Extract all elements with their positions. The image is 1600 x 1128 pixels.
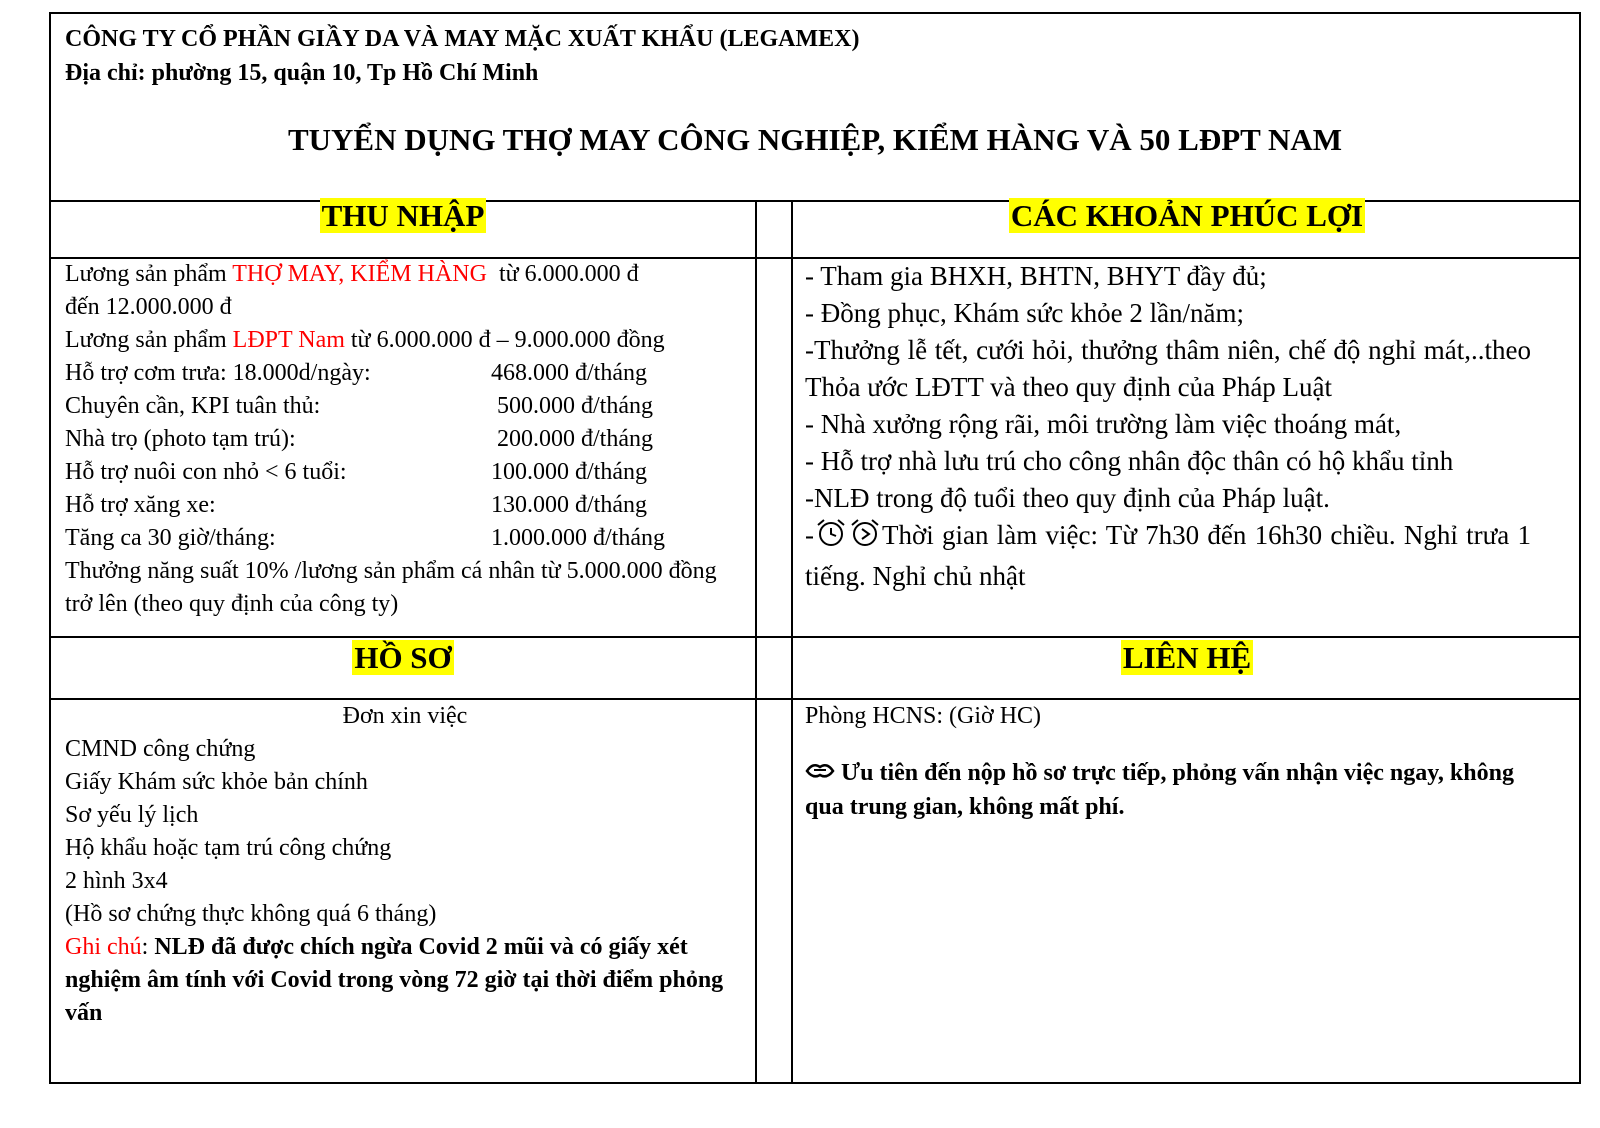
benefit-list — [805, 258, 1531, 517]
benefit-item: - Tham gia BHXH, BHTN, BHYT đầy đủ; — [805, 261, 1267, 291]
document-item: Giấy Khám sức khỏe bản chính — [65, 769, 368, 795]
document-item: CMND công chứng — [65, 736, 256, 762]
benefit-item: -NLĐ trong độ tuổi theo quy định của Pháp luật. — [805, 483, 1330, 513]
allowance-value: 500.000 đ/tháng — [491, 393, 653, 419]
allowance-row — [65, 357, 745, 390]
company-info — [65, 22, 859, 90]
company-address: Địa chỉ: phường 15, quận 10, Tp Hồ Chí Minh — [65, 60, 539, 86]
income-heading-label: THU NHẬP — [321, 198, 485, 233]
allowance-row — [65, 522, 745, 555]
benefit-item: -Thưởng lễ tết, cưới hỏi, thưởng thâm niên, chế độ nghỉ mát,..theo Thỏa ước LĐTT và theo quy định của Pháp Luật — [805, 335, 1531, 402]
allowance-label: Tăng ca 30 giờ/tháng: — [65, 525, 276, 551]
income-content — [65, 258, 745, 621]
benefit-item: - Đồng phục, Khám sức khỏe 2 lần/năm; — [805, 298, 1245, 328]
contact-heading — [793, 640, 1581, 676]
allowance-value: 130.000 đ/tháng — [491, 492, 647, 518]
contact-content — [805, 700, 1535, 824]
company-name: CÔNG TY CỔ PHẦN GIẦY DA VÀ MAY MẶC XUẤT KHẨU (LEGAMEX) — [65, 26, 860, 52]
documents-heading — [51, 640, 755, 676]
contact-heading-label: LIÊN HỆ — [1122, 640, 1252, 675]
allowance-label: Hỗ trợ cơm trưa: 18.000d/ngày: — [65, 360, 371, 386]
allowance-value: 1.000.000 đ/tháng — [491, 525, 665, 551]
income-heading — [51, 198, 755, 234]
document-item: Sơ yếu lý lịch — [65, 802, 199, 828]
allowance-label: Nhà trọ (photo tạm trú): — [65, 426, 296, 452]
allowance-row — [65, 423, 745, 456]
column-divider-left — [755, 200, 757, 1082]
document-item: Hộ khẩu hoặc tạm trú công chứng — [65, 835, 392, 861]
benefits-content — [805, 258, 1531, 595]
application-letter: Đơn xin việc — [342, 703, 468, 729]
allowance-list — [65, 357, 745, 555]
allowance-label: Chuyên cần, KPI tuân thủ: — [65, 393, 321, 419]
row-divider — [51, 636, 1579, 638]
benefits-heading-label: CÁC KHOẢN PHÚC LỢI — [1010, 198, 1364, 233]
allowance-row — [65, 390, 745, 423]
hr-office: Phòng HCNS: (Giờ HC) — [805, 703, 1042, 729]
benefit-item: - Nhà xưởng rộng rãi, môi trường làm việc thoáng mát, — [805, 409, 1402, 439]
allowance-value: 468.000 đ/tháng — [491, 360, 647, 386]
income-line-2: Lương sản phẩm LĐPT Nam từ 6.000.000 đ – 9.000.000 đồng — [65, 327, 665, 353]
alarm-clock-icon — [814, 518, 848, 558]
covid-note: Ghi chú: NLĐ đã được chích ngừa Covid 2 mũi và có giấy xét nghiệm âm tính với Covid trong vòng 72 giờ tại thời điểm phỏng vấn — [65, 934, 724, 1026]
income-line-1-cont: đến 12.000.000 đ — [65, 294, 232, 320]
allowance-row — [65, 456, 745, 489]
page-title: TUYỂN DỤNG THỢ MAY CÔNG NGHIỆP, KIỂM HÀNG VÀ 50 LĐPT NAM — [287, 122, 1343, 157]
recruitment-notice — [49, 12, 1581, 1084]
benefits-heading — [793, 198, 1581, 234]
documents-content — [65, 700, 745, 1030]
productivity-bonus: Thưởng năng suất 10% /lương sản phẩm cá nhân từ 5.000.000 đồng trở lên (theo quy định của công ty) — [65, 558, 717, 617]
allowance-value: 100.000 đ/tháng — [491, 459, 647, 485]
document-item: 2 hình 3x4 — [65, 868, 168, 894]
allowance-value: 200.000 đ/tháng — [491, 426, 653, 452]
document-item: (Hồ sơ chứng thực không quá 6 tháng) — [65, 901, 437, 927]
allowance-label: Hỗ trợ nuôi con nhỏ < 6 tuổi: — [65, 459, 347, 485]
document-list — [65, 733, 745, 931]
hands-icon — [805, 758, 835, 791]
alarm-clock-icon — [848, 518, 882, 558]
allowance-label: Hỗ trợ xăng xe: — [65, 492, 216, 518]
documents-heading-label: HỒ SƠ — [354, 640, 452, 675]
allowance-row — [65, 489, 745, 522]
priority-note: Ưu tiên đến nộp hồ sơ trực tiếp, phỏng vấn nhận việc ngay, không qua trung gian, không mất phí. — [805, 757, 1535, 824]
income-line-1: Lương sản phẩm THỢ MAY, KIỂM HÀNG từ 6.000.000 đ — [65, 261, 639, 287]
working-hours: - Thời gian làm việc: Từ 7h30 đến 16h30 chiều. Nghỉ trưa 1 tiếng. Nghỉ chủ nhật — [805, 517, 1531, 595]
header — [51, 14, 1579, 202]
benefit-item: - Hỗ trợ nhà lưu trú cho công nhân độc thân có hộ khẩu tỉnh — [805, 446, 1454, 476]
